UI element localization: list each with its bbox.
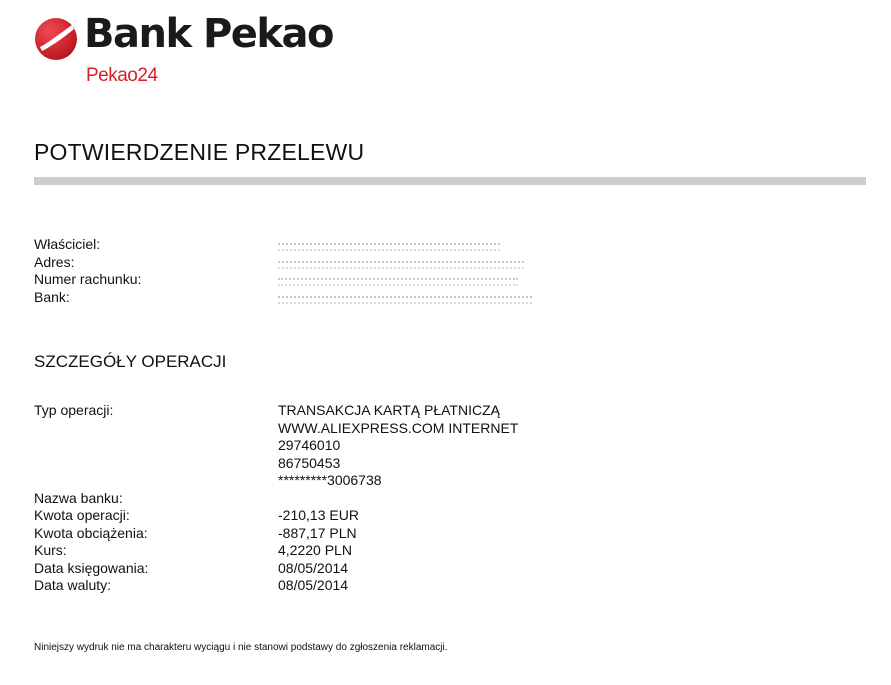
- value-date-value: 08/05/2014: [278, 577, 349, 593]
- owner-row: [34, 236, 554, 254]
- address-label: Adres:: [34, 253, 75, 270]
- bank-label: Bank:: [34, 288, 70, 305]
- merchant-line: WWW.ALIEXPRESS.COM INTERNET: [278, 419, 519, 436]
- charge-amount-value: -887,17 PLN: [278, 524, 357, 541]
- title-divider: [34, 177, 866, 185]
- operation-details: [34, 402, 594, 595]
- exchange-rate-label: Kurs:: [34, 542, 67, 558]
- bank-row: [34, 289, 554, 307]
- charge-amount-row: [34, 525, 594, 543]
- value-date-label: Data waluty:: [34, 577, 112, 593]
- bank-name-label: Nazwa banku:: [34, 489, 123, 506]
- operation-type-label: Typ operacji:: [34, 402, 114, 418]
- bank-name-row: [34, 490, 594, 508]
- operation-amount-label: Kwota operacji:: [34, 507, 130, 523]
- page-title: POTWIERDZENIE PRZELEWU: [34, 139, 365, 165]
- bank-logo: [34, 11, 334, 90]
- section-title: SZCZEGÓŁY OPERACJI: [34, 352, 227, 371]
- redacted-value: [278, 254, 524, 272]
- pekao-logo-mark-icon: [34, 17, 78, 61]
- redacted-value: [278, 289, 532, 307]
- disclaimer-note: Niniejszy wydruk nie ma charakteru wyciągu i nie stanowi podstawy do zgłoszenia reklamacji.: [34, 642, 448, 653]
- owner-details: [34, 236, 554, 306]
- operation-type-values: [278, 402, 518, 490]
- service-name: Pekao24: [86, 65, 158, 86]
- exchange-rate-value: 4,2220 PLN: [278, 542, 352, 558]
- exchange-rate-row: [34, 542, 594, 560]
- booking-date-row: [34, 560, 594, 578]
- value-date-row: [34, 577, 594, 595]
- operation-amount-row: [34, 507, 594, 525]
- operation-type-line: TRANSAKCJA KARTĄ PŁATNICZĄ: [278, 402, 500, 418]
- operation-amount-value: -210,13 EUR: [278, 507, 359, 523]
- redacted-value: [278, 236, 500, 254]
- reference-line: 86750453: [278, 454, 341, 471]
- bank-name: Bank Pekao: [84, 11, 334, 57]
- reference-line: 29746010: [278, 437, 341, 453]
- account-number-label: Numer rachunku:: [34, 271, 142, 287]
- masked-card-number: *********3006738: [278, 472, 382, 488]
- owner-label: Właściciel:: [34, 236, 101, 252]
- address-row: [34, 254, 554, 272]
- operation-type-row: [34, 402, 594, 490]
- booking-date-label: Data księgowania:: [34, 559, 149, 576]
- charge-amount-label: Kwota obciążenia:: [34, 524, 148, 541]
- booking-date-value: 08/05/2014: [278, 559, 349, 576]
- redacted-value: [278, 271, 518, 289]
- account-number-row: [34, 271, 554, 289]
